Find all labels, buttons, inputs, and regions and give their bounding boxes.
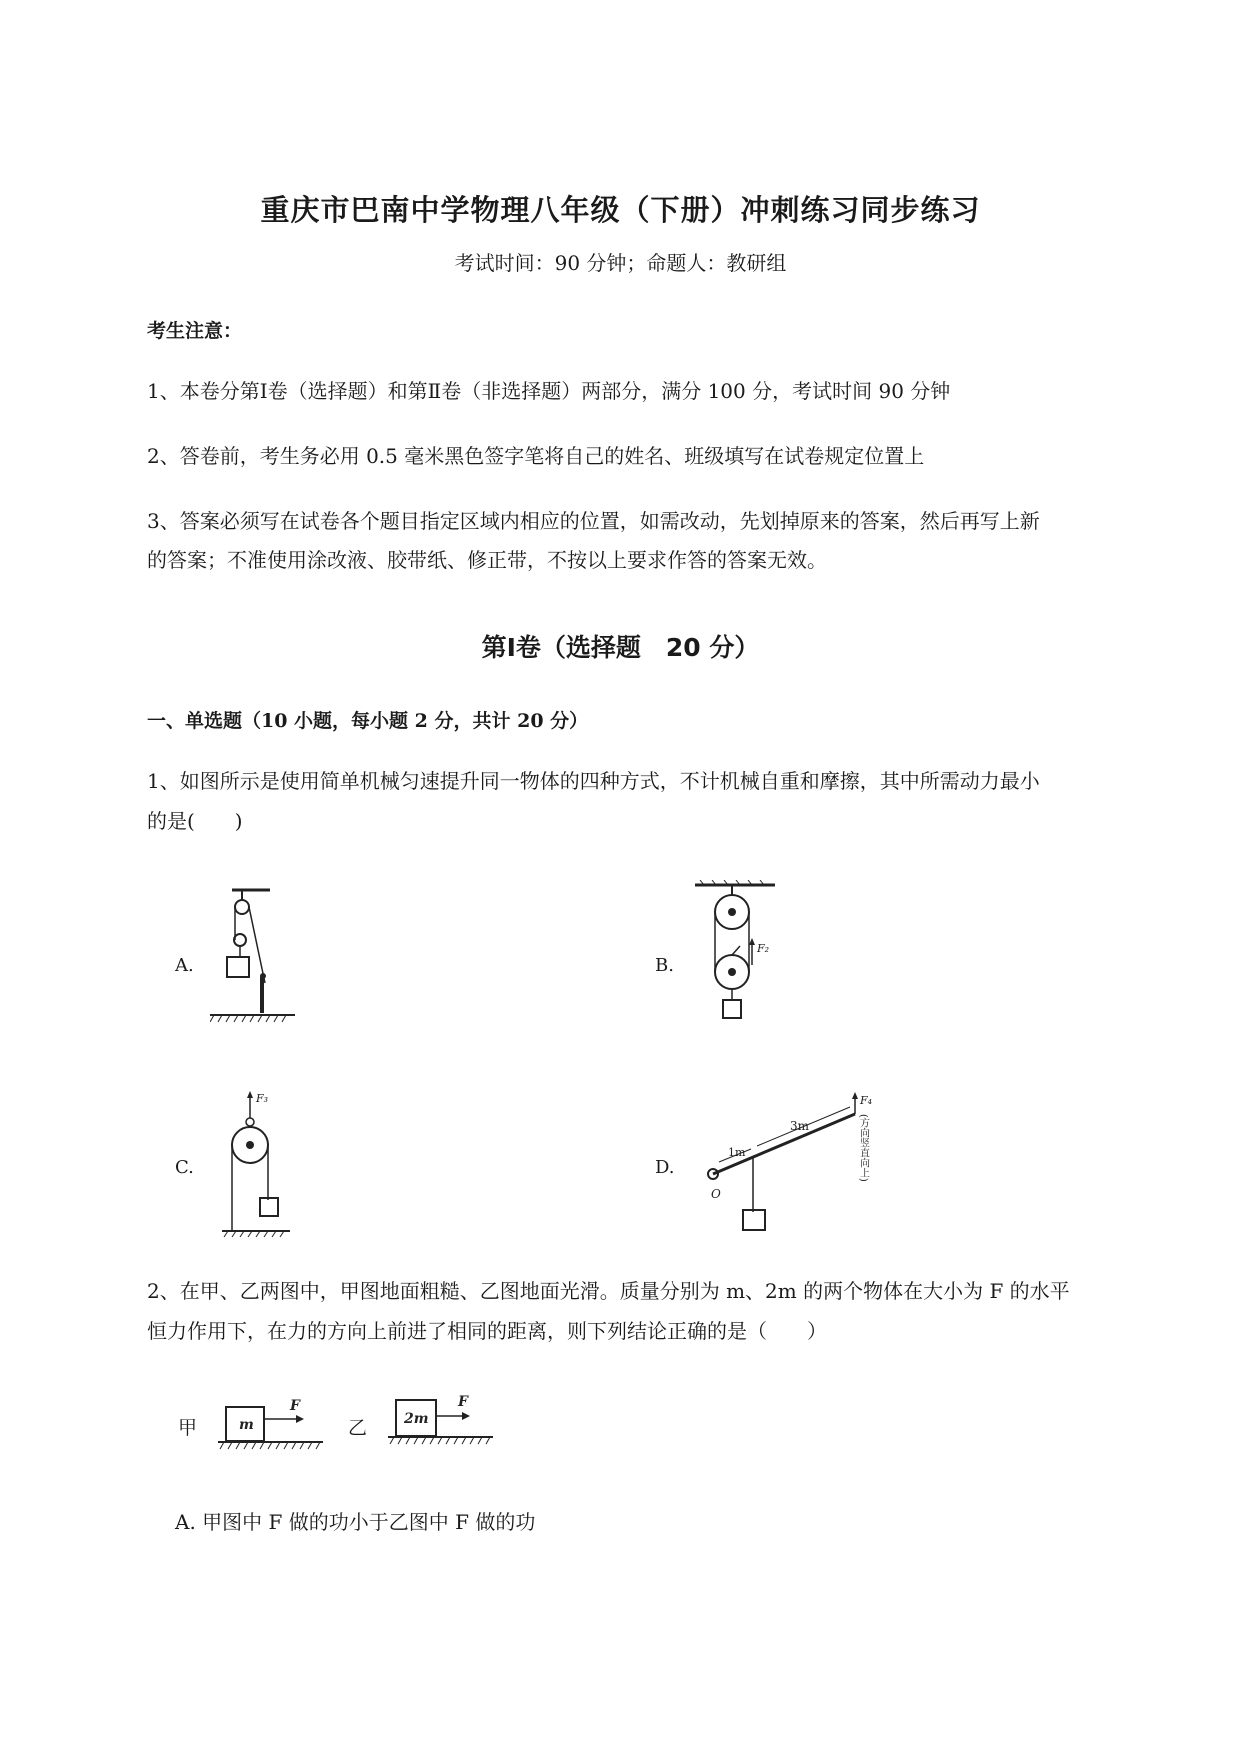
- figure-yi-label: 乙: [348, 1417, 368, 1439]
- label-m: m: [239, 1417, 254, 1433]
- label-f-yi: F: [458, 1394, 468, 1410]
- figure-c-movable-pulley: [220, 1090, 310, 1240]
- label-f2: F₂: [757, 942, 770, 955]
- label-f3: F₃: [256, 1092, 269, 1105]
- exam-subtitle: 考试时间：90 分钟；命题人：教研组: [454, 251, 787, 275]
- notice-heading: 考生注意：: [147, 320, 243, 342]
- option-d-label: D.: [655, 1157, 675, 1178]
- label-1m: 1m: [728, 1146, 746, 1159]
- notice-item-3-cont: 的答案；不准使用涂改液、胶带纸、修正带，不按以上要求作答的答案无效。: [147, 548, 827, 572]
- figure-jia-label: 甲: [178, 1417, 198, 1439]
- figure-b-pulley-block: [690, 880, 800, 1030]
- notice-item-1: 1、本卷分第Ⅰ卷（选择题）和第Ⅱ卷（非选择题）两部分，满分 100 分，考试时间 90 分钟: [147, 379, 951, 403]
- label-2m: 2m: [404, 1411, 429, 1427]
- section-subtitle: 一、单选题（10 小题，每小题 2 分，共计 20 分）: [147, 710, 589, 732]
- option-c-label: C.: [175, 1157, 194, 1178]
- question-1-text-cont: 的是( ): [147, 809, 243, 833]
- question-2-text: 2、在甲、乙两图中，甲图地面粗糙、乙图地面光滑。质量分别为 m、2m 的两个物体在大小为 F 的水平: [147, 1279, 1070, 1303]
- figure-yi-smooth-ground: [388, 1390, 498, 1450]
- question-2-option-a: A. 甲图中 F 做的功小于乙图中 F 做的功: [175, 1510, 536, 1534]
- notice-item-3: 3、答案必须写在试卷各个题目指定区域内相应的位置，如需改动，先划掉原来的答案，然后再写上新: [147, 509, 1040, 533]
- option-a-label: A.: [175, 955, 194, 976]
- figure-d-lever: [705, 1092, 885, 1242]
- figure-jia-rough-ground: [218, 1395, 328, 1455]
- question-1-text: 1、如图所示是使用简单机械匀速提升同一物体的四种方式，不计机械自重和摩擦，其中所需动力最小: [147, 769, 1040, 793]
- label-pivot-o: O: [711, 1187, 721, 1201]
- question-2-text-cont: 恒力作用下，在力的方向上前进了相同的距离，则下列结论正确的是（ ）: [147, 1319, 827, 1343]
- label-3m: 3m: [790, 1119, 810, 1133]
- option-b-label: B.: [655, 955, 674, 976]
- document-title: 重庆市巴南中学物理八年级（下册）冲刺练习同步练习: [260, 193, 981, 227]
- section-title: 第Ⅰ卷（选择题 20 分）: [481, 633, 760, 662]
- label-f4-direction: (方向竖直向上): [857, 1114, 869, 1182]
- notice-item-2: 2、答卷前，考生务必用 0.5 毫米黑色签字笔将自己的姓名、班级填写在试卷规定位置上: [147, 444, 925, 468]
- label-f-jia: F: [290, 1398, 300, 1414]
- label-f4: F₄: [860, 1094, 873, 1107]
- figure-a-pulley-system: [210, 885, 310, 1030]
